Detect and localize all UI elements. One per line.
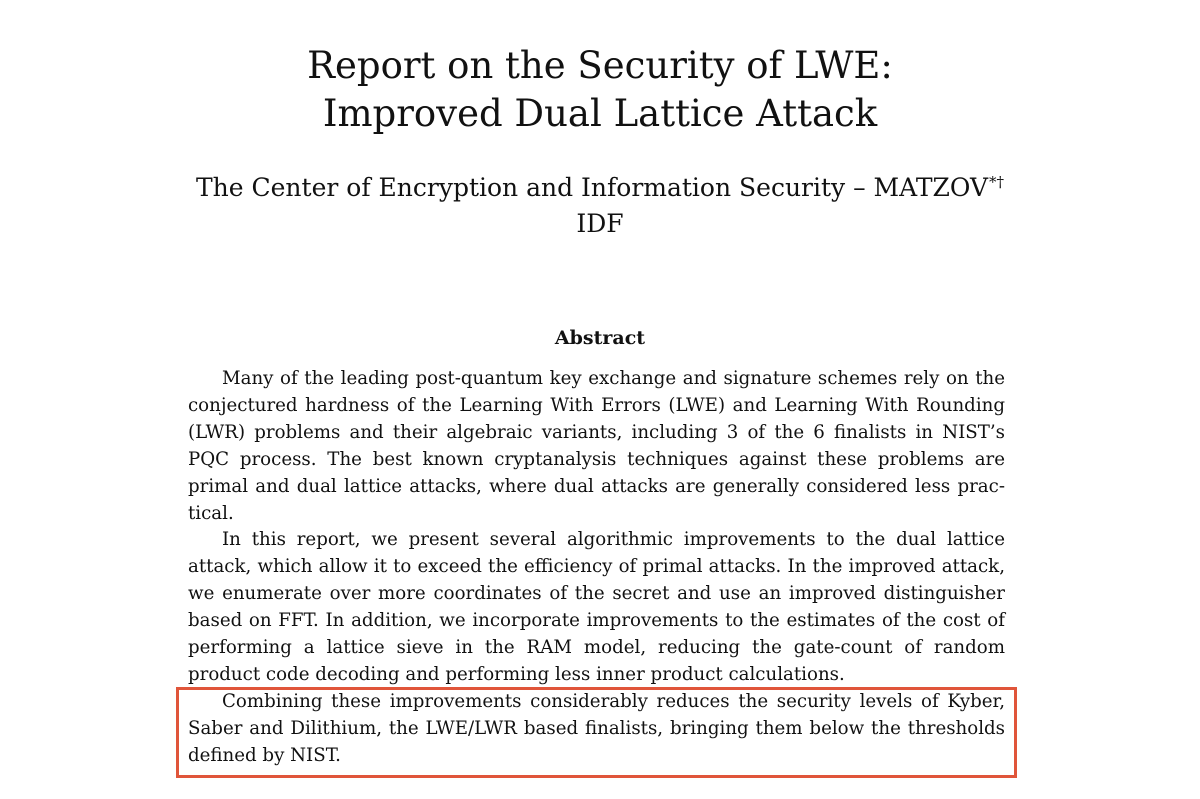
abstract-paragraph-2: In this report, we present several algorithmic improvements to the dual lattice attack, which allow it to exceed the efficiency of primal attacks. In the improved attack, we enumerate over more coordinates of the secret and use an improved distinguisher based on FFT. In addition, we incorporate improvements to the estimates of the cost of performing a lattice sieve in the RAM model, reducing the gate-count of random product code decoding and performing less inner product calculations. <box>188 529 1005 685</box>
abstract-heading: Abstract <box>554 327 646 349</box>
author-name: The Center of Encryption and Information Security – MATZOV <box>195 173 989 202</box>
abstract-paragraph-1: Many of the leading post-quantum key exchange and signature schemes rely on the conjectured hardness of the Learning With Errors (LWE) and Learning With Rounding (LWR) problems and their algebraic variants, including 3 of the 6 finalists in NIST’s PQC process. The best known cryptanalysis techniques against these problems are primal and dual lattice attacks, where dual attacks are generally considered less practical. <box>188 368 1005 524</box>
author-affiliation <box>0 171 1200 205</box>
abstract-paragraph-3: Combining these improvements considerably reduces the security levels of Kyber, Saber and Dilithium, the LWE/LWR based finalists, bringing them below the thresholds defined by NIST. <box>188 690 1005 766</box>
highlight-box <box>176 687 1017 778</box>
paper-title-line-2: Improved Dual Lattice Attack <box>322 92 878 135</box>
author-organization: IDF <box>576 209 624 238</box>
paper-title-line-1: Report on the Security of LWE: <box>307 44 893 87</box>
author-footnote-marks: *† <box>989 173 1005 191</box>
